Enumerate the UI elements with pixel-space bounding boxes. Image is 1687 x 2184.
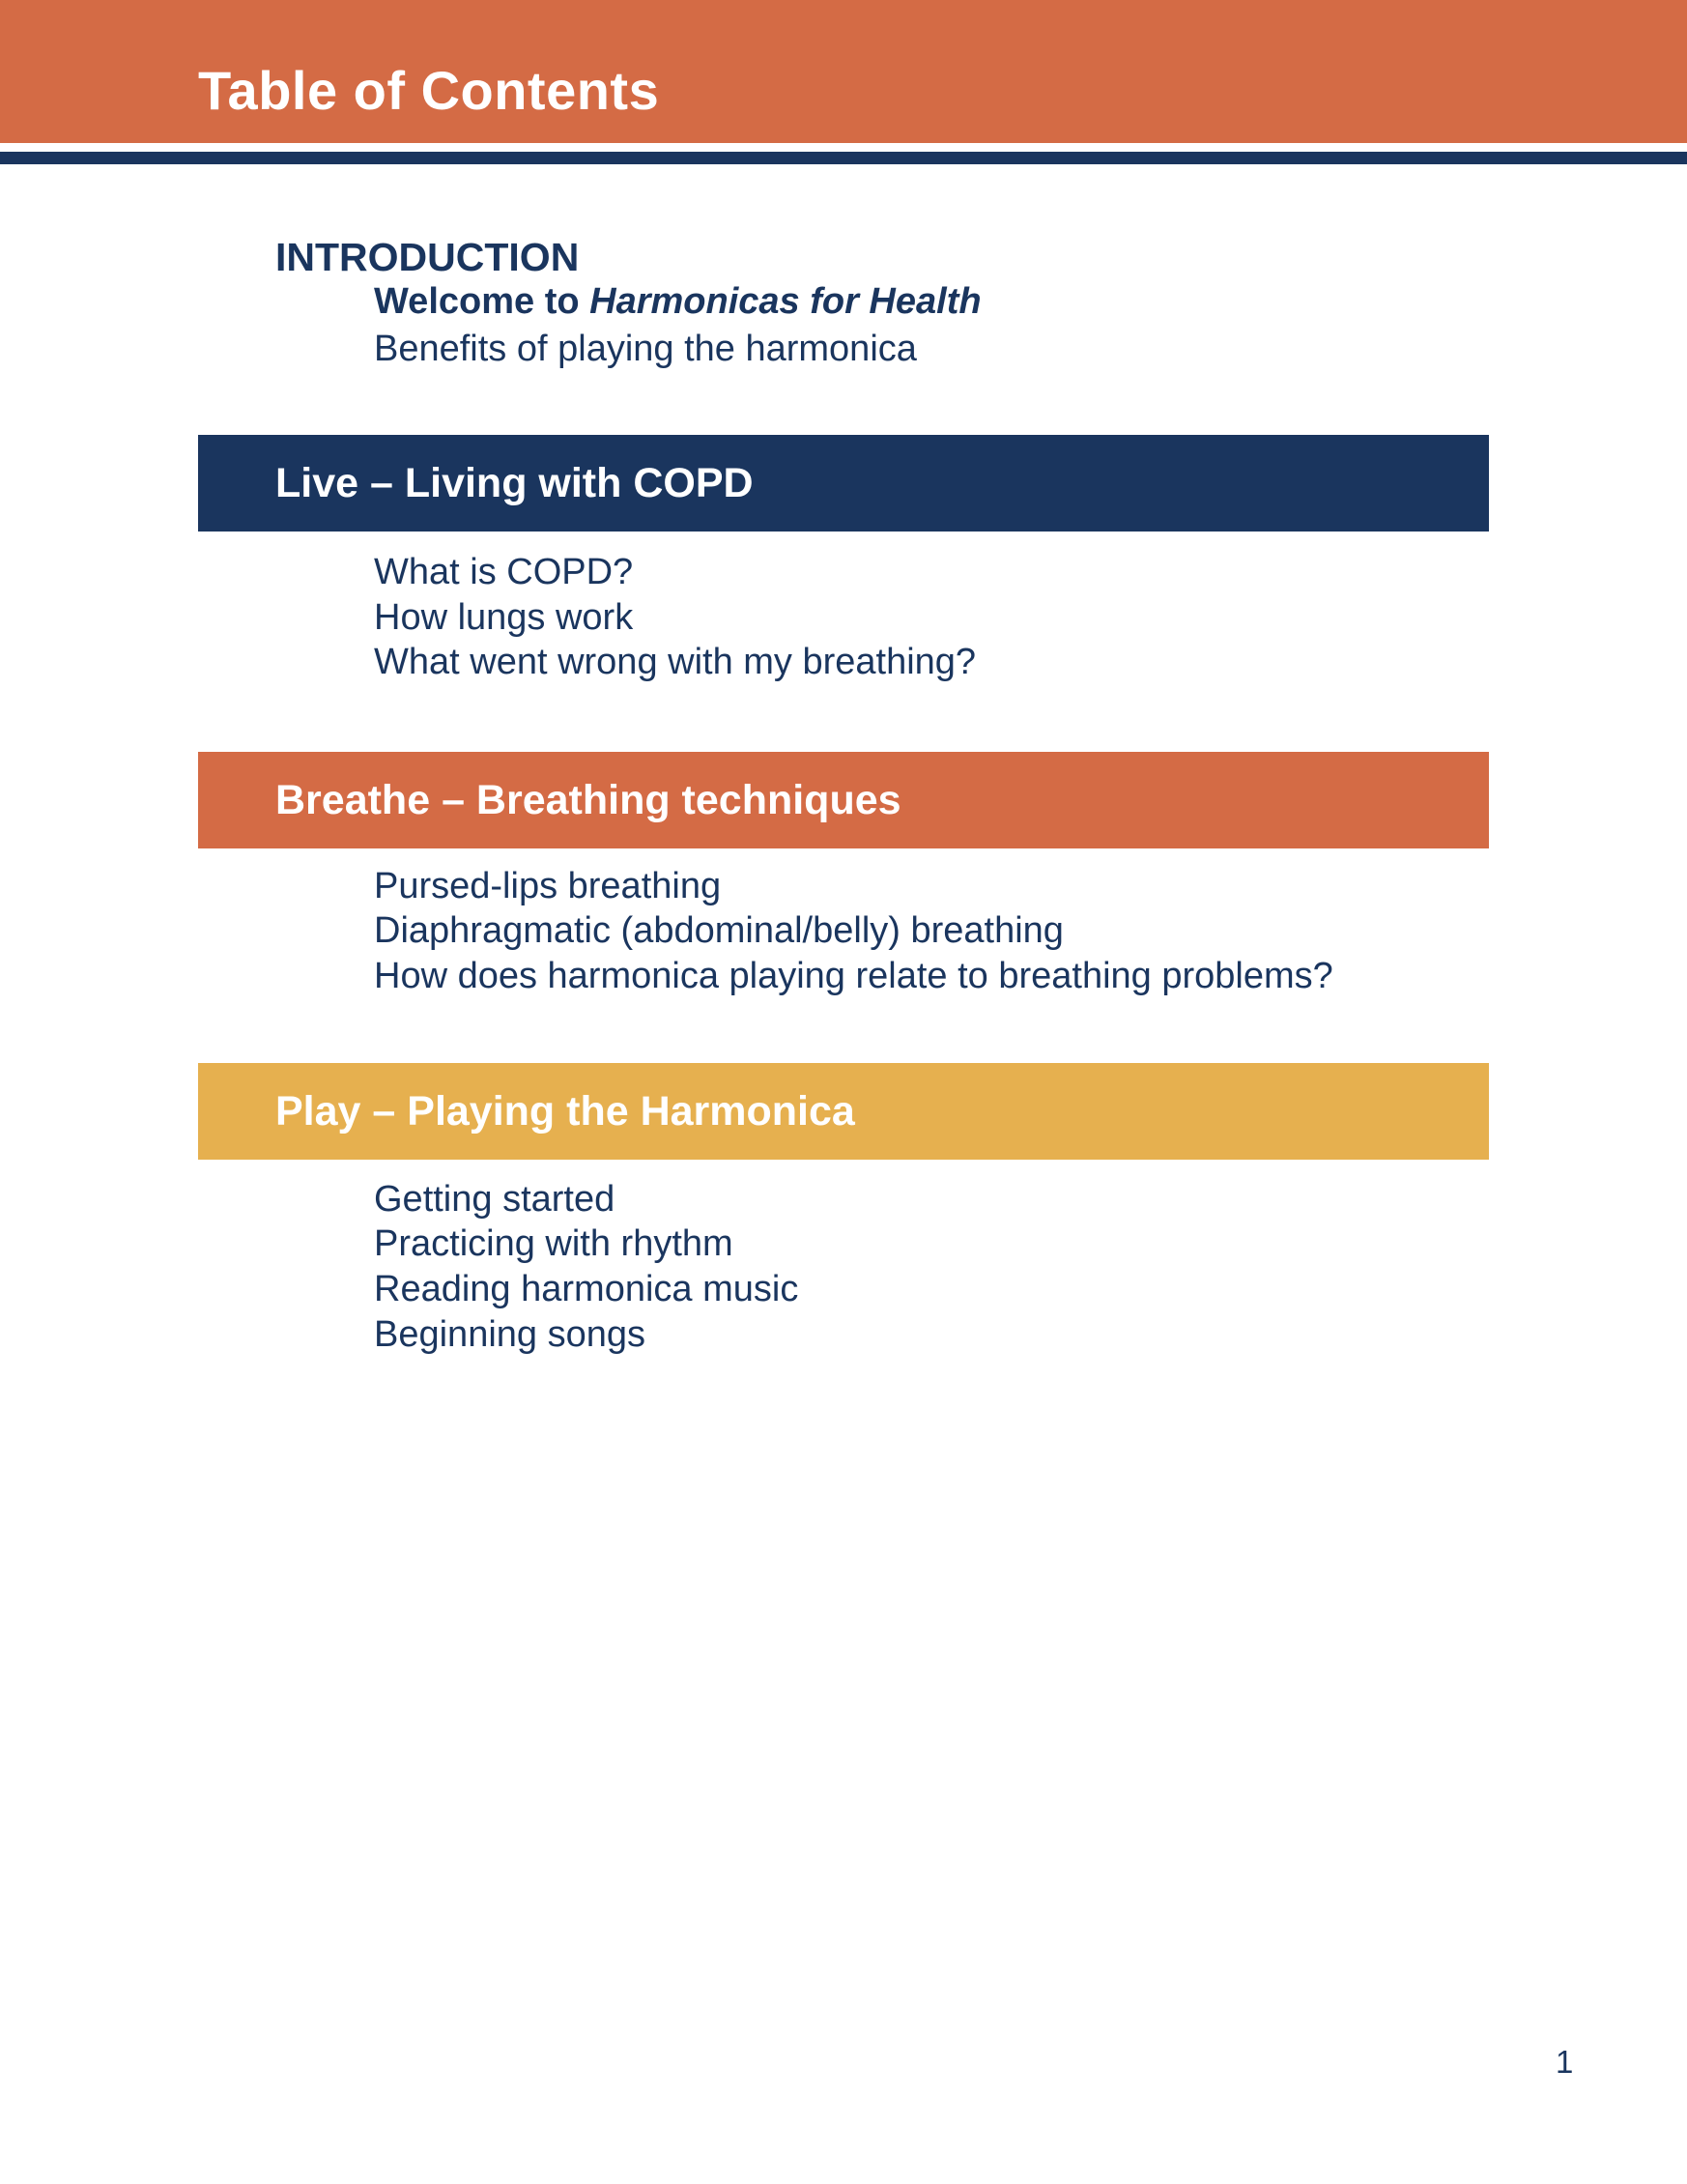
page-number: 1 — [1556, 2044, 1574, 2080]
toc-item-harmonica-relation[interactable]: How does harmonica playing relate to breathing problems? — [374, 956, 1333, 996]
toc-item-getting-started[interactable]: Getting started — [374, 1179, 615, 1220]
welcome-prefix: Welcome to — [374, 281, 590, 322]
section-title-breathe[interactable]: Breathe – Breathing techniques — [275, 777, 901, 823]
header-band — [0, 0, 1687, 143]
section-band-play — [198, 1063, 1489, 1160]
section-title-live[interactable]: Live – Living with COPD — [275, 460, 754, 506]
toc-item-practicing-rhythm[interactable]: Practicing with rhythm — [374, 1223, 733, 1264]
header-rule — [0, 152, 1687, 164]
toc-item-beginning-songs[interactable]: Beginning songs — [374, 1314, 645, 1355]
section-band-breathe — [198, 752, 1489, 848]
introduction-heading: INTRODUCTION — [275, 235, 580, 279]
toc-item-how-lungs-work[interactable]: How lungs work — [374, 597, 634, 638]
section-band-live — [198, 435, 1489, 532]
toc-item-benefits[interactable]: Benefits of playing the harmonica — [374, 329, 917, 369]
section-title-play[interactable]: Play – Playing the Harmonica — [275, 1088, 855, 1135]
toc-item-reading-music[interactable]: Reading harmonica music — [374, 1269, 799, 1309]
toc-item-diaphragmatic[interactable]: Diaphragmatic (abdominal/belly) breathing — [374, 910, 1064, 951]
toc-item-pursed-lips[interactable]: Pursed-lips breathing — [374, 866, 722, 906]
welcome-entry[interactable] — [374, 283, 982, 320]
toc-item-what-went-wrong[interactable]: What went wrong with my breathing? — [374, 642, 977, 682]
toc-item-what-is-copd[interactable]: What is COPD? — [374, 552, 634, 592]
page-title: Table of Contents — [198, 60, 660, 121]
welcome-title: Harmonicas for Health — [589, 281, 982, 322]
